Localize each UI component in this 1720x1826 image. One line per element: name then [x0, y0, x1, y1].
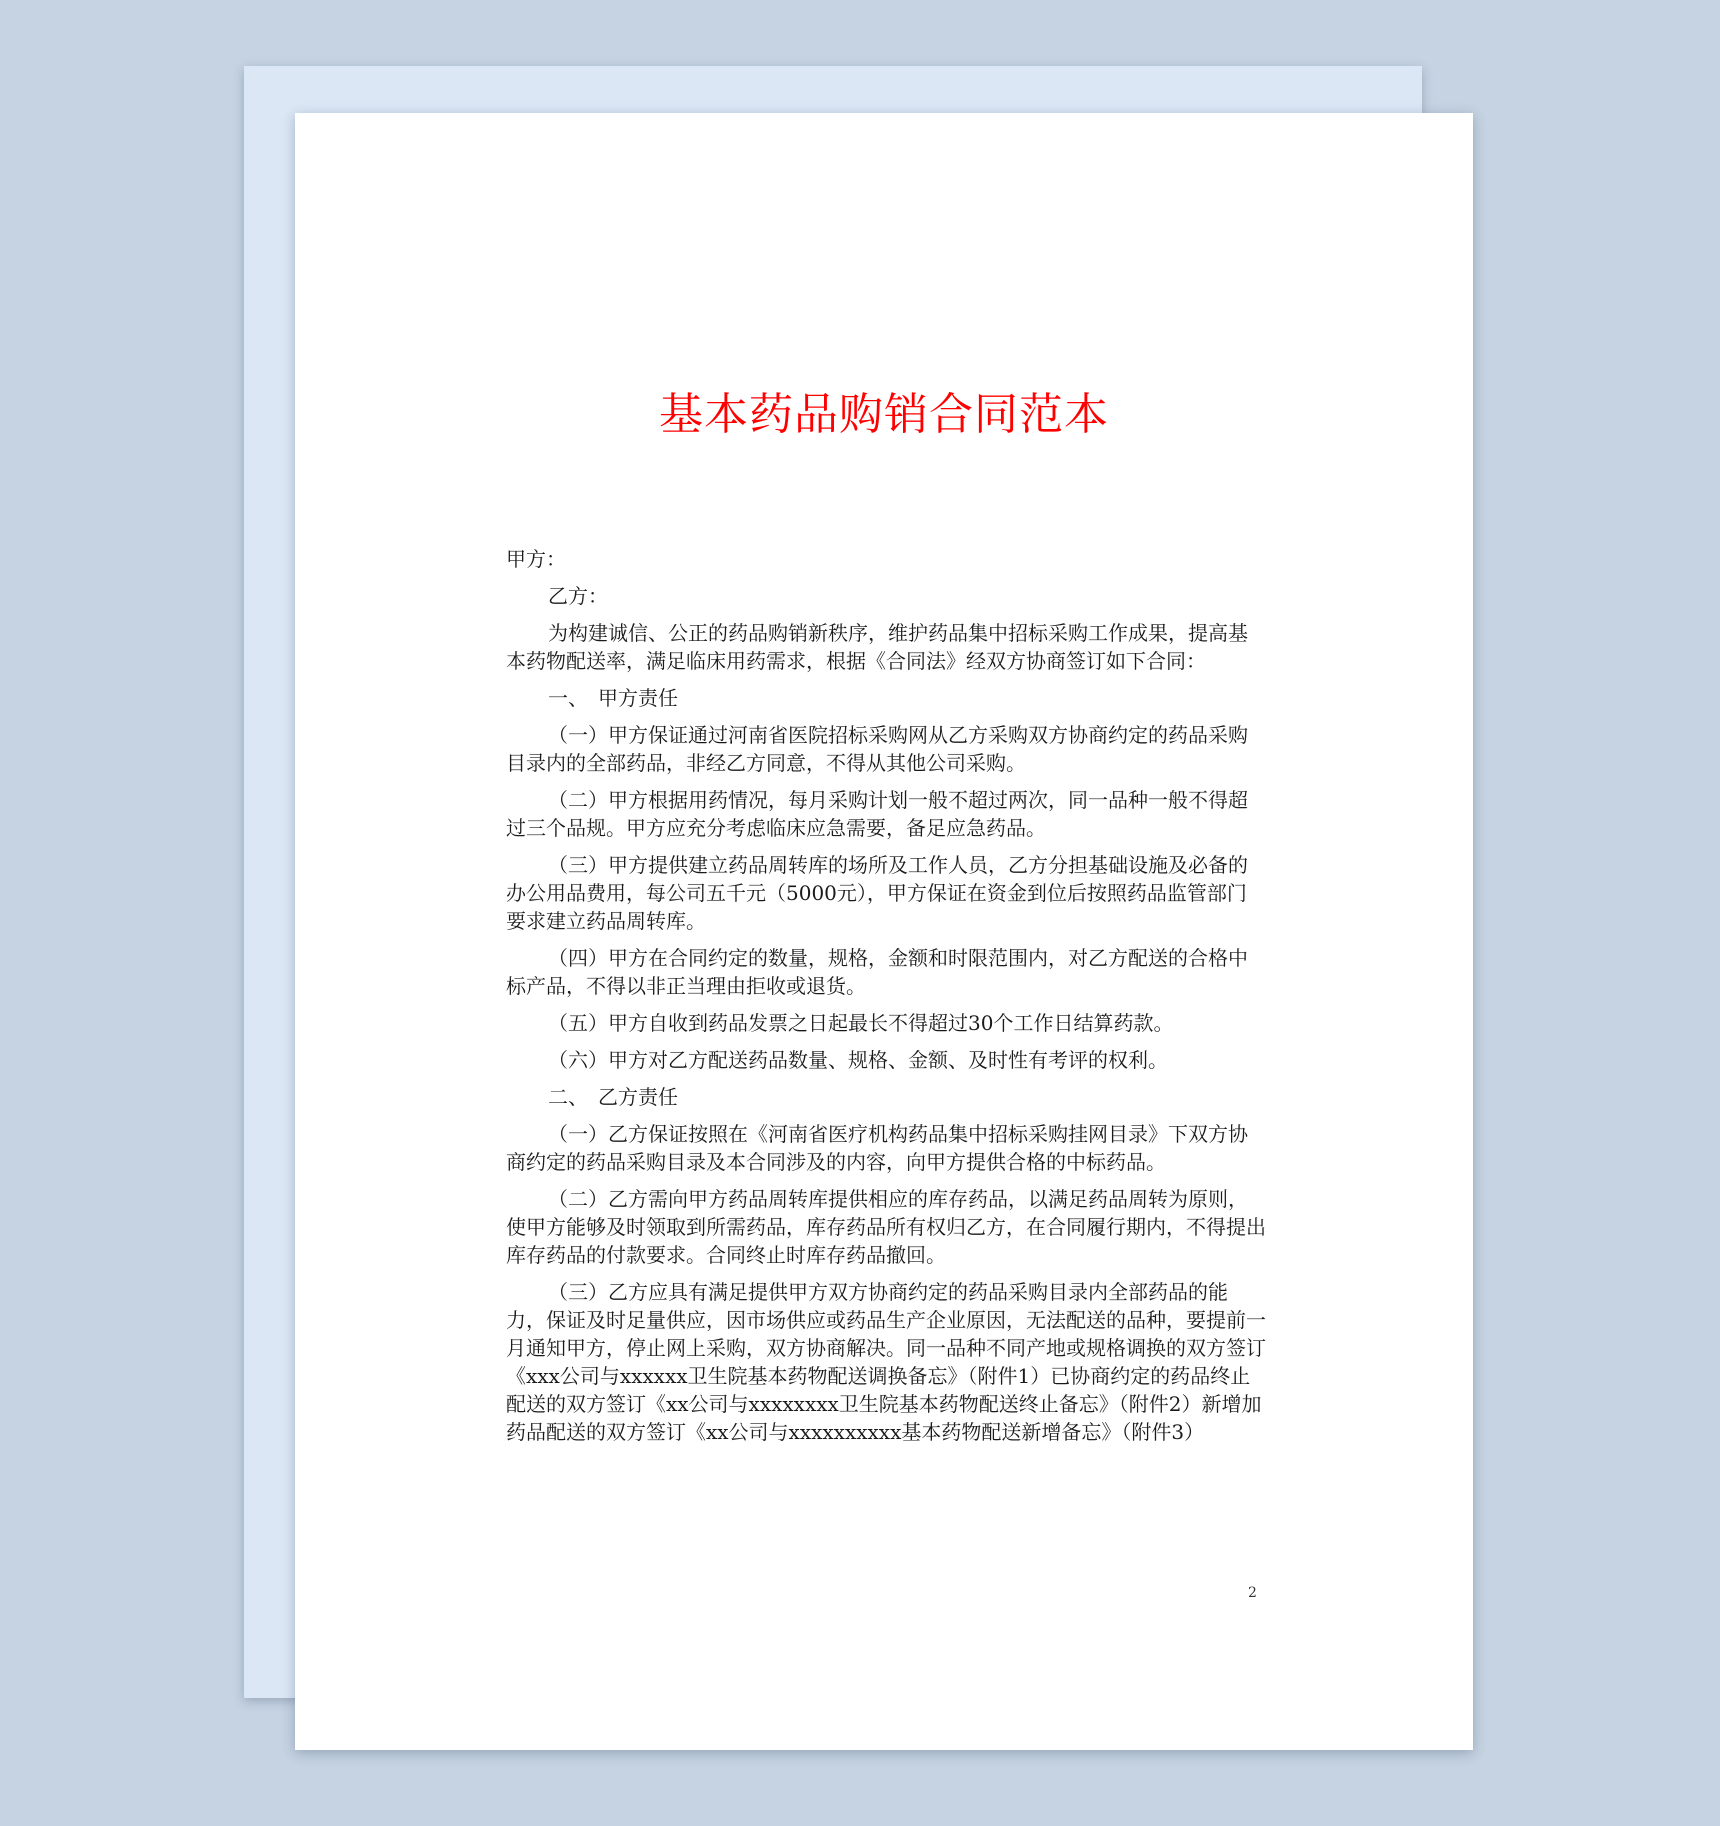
clause-paragraph: （二）乙方需向甲方药品周转库提供相应的库存药品，以满足药品周转为原则，使甲方能够及时领取到所需药品，库存药品所有权归乙方，在合同履行期内，不得提出库存药品的付款要求。合同终止时库存药品撤回。: [506, 1187, 1266, 1267]
clause-paragraph: （一）乙方保证按照在《河南省医疗机构药品集中招标采购挂网目录》下双方协商约定的药品采购目录及本合同涉及的内容，向甲方提供合格的中标药品。: [506, 1122, 1248, 1174]
clause-paragraph: （二）甲方根据用药情况，每月采购计划一般不超过两次，同一品种一般不得超过三个品规。甲方应充分考虑临床应急需要，备足应急药品。: [506, 788, 1248, 840]
clause-paragraph: （三）乙方应具有满足提供甲方双方协商约定的药品采购目录内全部药品的能力，保证及时足量供应，因市场供应或药品生产企业原因，无法配送的品种，要提前一月通知甲方，停止网上采购，双方协商解决。同一品种不同产地或规格调换的双方签订《xxx公司与xxxxxx卫生院基本药物配送调换备忘》（附件1）已协商约定的药品终止配送的双方签订《xx公司与xxxxxxxx卫生院基本药物配送终止备忘》（附件2）新增加药品配送的双方签订《xx公司与xxxxxxxxxx基本药物配送新增备忘》（附件3）: [506, 1280, 1266, 1444]
clause-paragraph: （四）甲方在合同约定的数量，规格，金额和时限范围内，对乙方配送的合格中标产品，不得以非正当理由拒收或退货。: [506, 946, 1248, 998]
clause-paragraph: （三）甲方提供建立药品周转库的场所及工作人员，乙方分担基础设施及必备的办公用品费用，每公司五千元（5000元），甲方保证在资金到位后按照药品监管部门要求建立药品周转库。: [506, 853, 1248, 933]
document-title: 基本药品购销合同范本: [659, 389, 1109, 440]
party-b-line: 乙方：: [548, 584, 608, 608]
party-a-line: 甲方：: [506, 547, 566, 571]
section-heading-party-a: 一、 甲方责任: [548, 686, 678, 710]
clause-paragraph: （一）甲方保证通过河南省医院招标采购网从乙方采购双方协商约定的药品采购目录内的全部药品，非经乙方同意，不得从其他公司采购。: [506, 723, 1248, 775]
document-body: [506, 545, 1266, 1455]
section-heading-party-b: 二、 乙方责任: [548, 1085, 678, 1109]
clause-paragraph: （六）甲方对乙方配送药品数量、规格、金额、及时性有考评的权利。: [548, 1048, 1168, 1072]
intro-paragraph: 为构建诚信、公正的药品购销新秩序，维护药品集中招标采购工作成果，提高基本药物配送率，满足临床用药需求，根据《合同法》经双方协商签订如下合同：: [506, 621, 1248, 673]
clause-paragraph: （五）甲方自收到药品发票之日起最长不得超过30个工作日结算药款。: [548, 1011, 1174, 1035]
document-page: [295, 113, 1473, 1750]
page-number: 2: [1248, 1585, 1257, 1601]
